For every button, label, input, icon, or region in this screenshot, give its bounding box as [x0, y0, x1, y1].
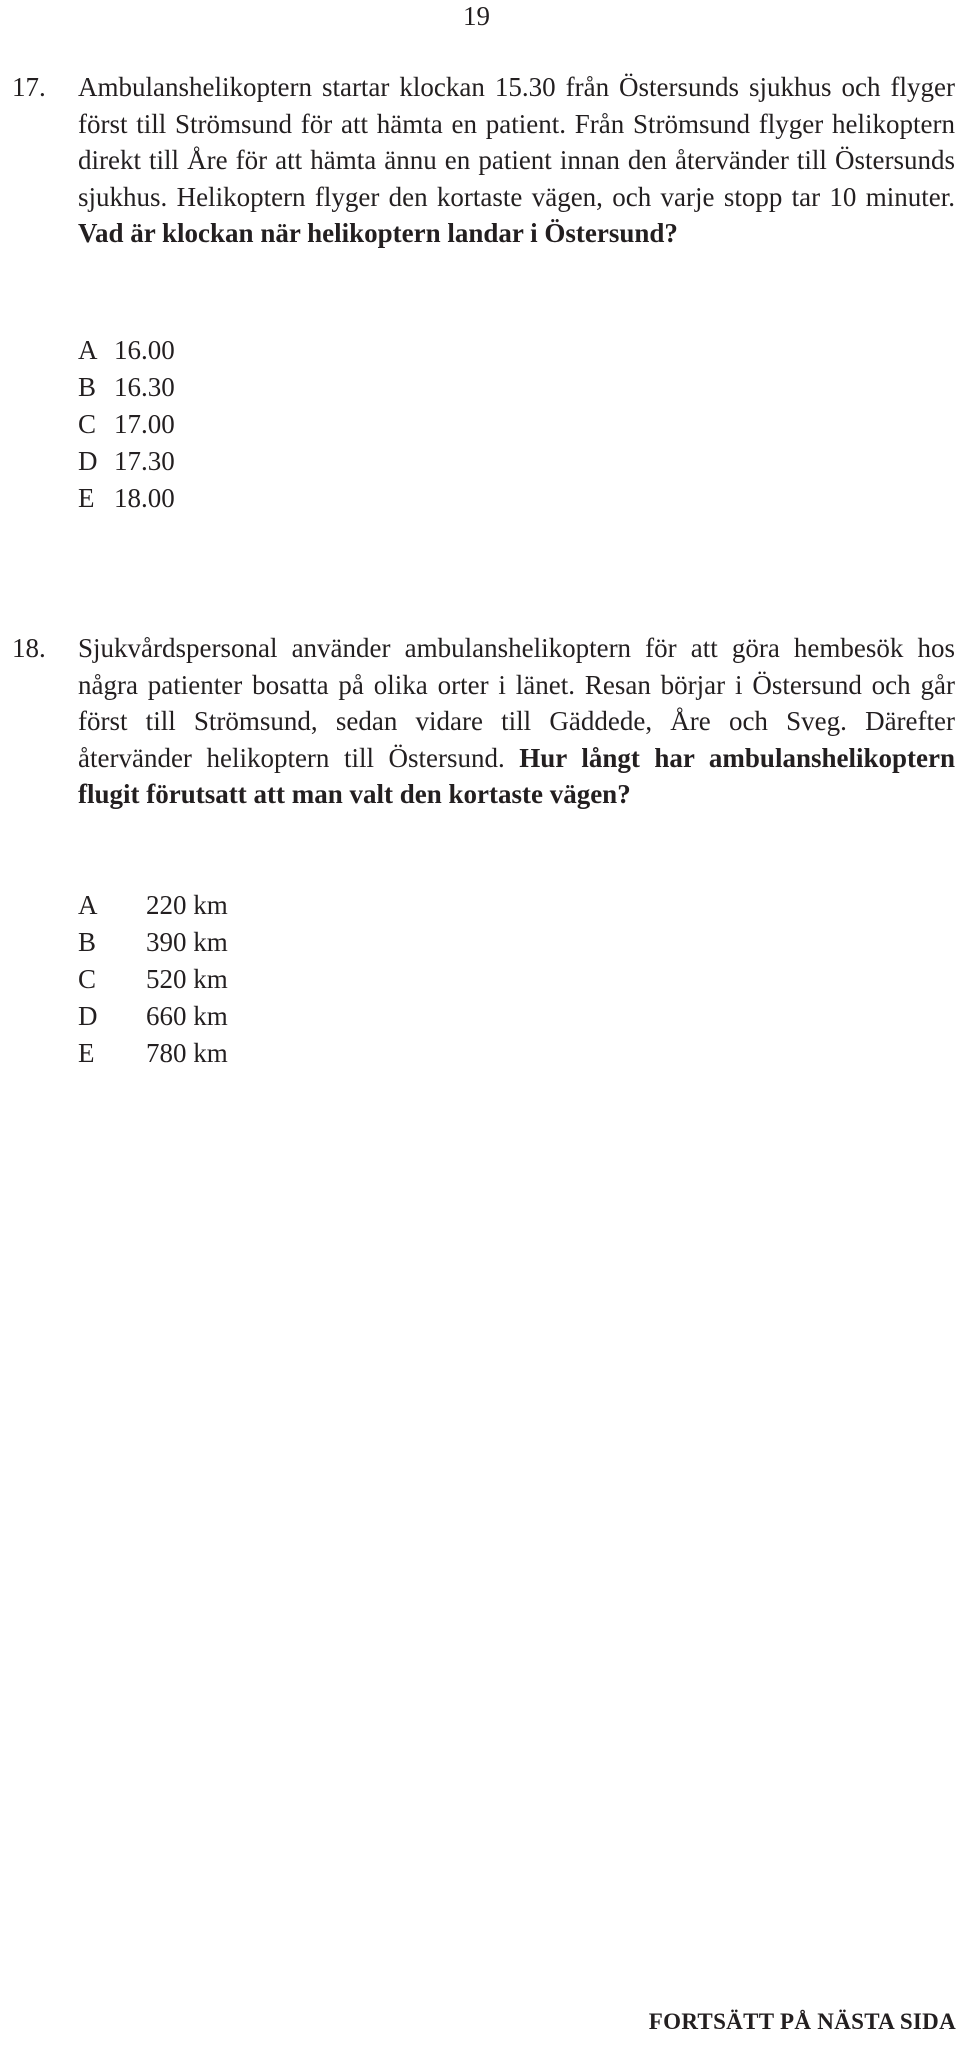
option-letter: D — [78, 1001, 98, 1031]
option-value: 16.00 — [114, 335, 175, 365]
option-letter: E — [78, 1038, 95, 1068]
option-value: 16.30 — [114, 372, 175, 402]
option-value: 660 km — [146, 1001, 228, 1031]
answer-option-a[interactable] — [78, 887, 228, 924]
question-text — [78, 69, 955, 252]
option-value: 17.30 — [114, 446, 175, 476]
answer-option-b[interactable] — [78, 369, 175, 406]
answer-option-e[interactable] — [78, 1035, 228, 1072]
continue-next-page: FORTSÄTT PÅ NÄSTA SIDA — [648, 2009, 956, 2034]
answer-options — [78, 332, 175, 517]
option-value: 390 km — [146, 927, 228, 957]
answer-option-c[interactable] — [78, 406, 175, 443]
option-value: 220 km — [146, 890, 228, 920]
option-value: 17.00 — [114, 409, 175, 439]
answer-option-e[interactable] — [78, 480, 175, 517]
option-letter: B — [78, 927, 97, 957]
question-text — [78, 630, 955, 813]
option-letter: B — [78, 372, 97, 402]
option-letter: E — [78, 483, 95, 513]
question-prompt: Vad är klockan när helikoptern landar i Östersund? — [78, 218, 678, 248]
option-letter: C — [78, 964, 97, 994]
question-number: 17. — [12, 72, 46, 102]
answer-option-d[interactable] — [78, 443, 175, 480]
answer-options — [78, 887, 228, 1072]
option-value: 520 km — [146, 964, 228, 994]
question-body: Ambulanshelikoptern startar klockan 15.30 från Östersunds sjukhus och flyger först till Strömsund för att hämta en patient. Från Strömsund flyger helikoptern direkt till Åre för att hämta ännu en patient innan den återvänder till Östersunds sjukhus. Helikoptern flyger den kortaste vägen, och varje stopp tar 10 minuter. — [78, 72, 955, 212]
option-letter: D — [78, 446, 98, 476]
answer-option-c[interactable] — [78, 961, 228, 998]
option-letter: A — [78, 890, 98, 920]
option-value: 780 km — [146, 1038, 228, 1068]
option-letter: C — [78, 409, 97, 439]
answer-option-b[interactable] — [78, 924, 228, 961]
question-prompt: Hur långt har ambulanshelikoptern flugit förutsatt att man valt den kortaste vägen? — [78, 742, 955, 809]
answer-option-a[interactable] — [78, 332, 175, 369]
option-letter: A — [78, 335, 98, 365]
question-body: Sjukvårdspersonal använder ambulanshelikoptern för att göra hembesök hos några patienter bosatta på olika orter i länet. Resan börjar i Östersund och går först till Strömsund, sedan vidare till Gäddede, Åre och Sveg. Därefter återvänder helikoptern till Östersund. — [78, 633, 955, 773]
option-value: 18.00 — [114, 483, 175, 513]
page-number: 19 — [463, 1, 490, 31]
answer-option-d[interactable] — [78, 998, 228, 1035]
question-number: 18. — [12, 633, 46, 663]
